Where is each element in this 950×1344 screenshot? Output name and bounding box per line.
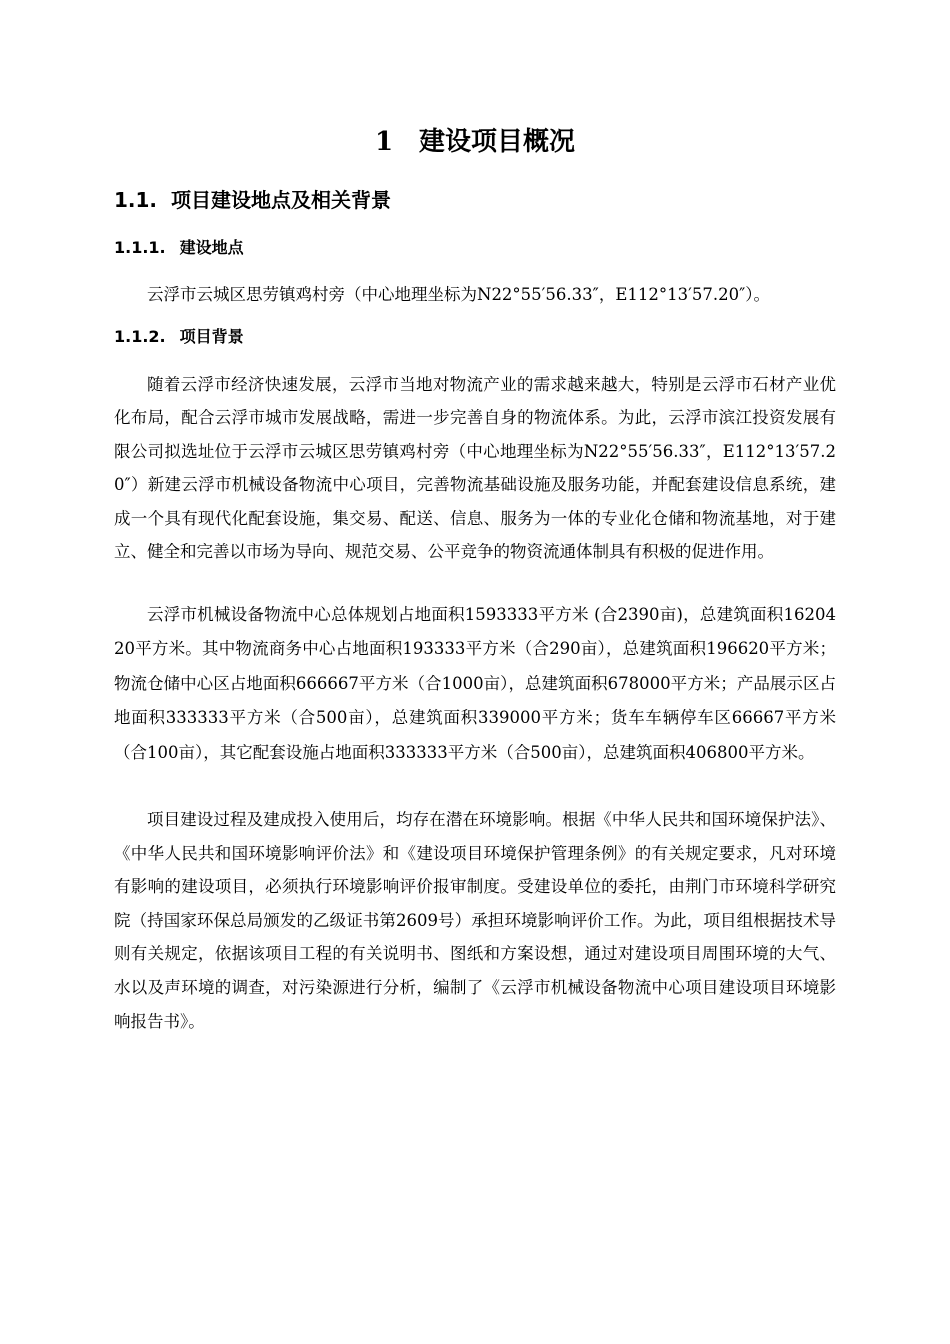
background-paragraph-2: 云浮市机械设备物流中心总体规划占地面积1593333平方米 (合2390亩)，总建筑面积1620420平方米。其中物流商务中心占地面积193333平方米（合290亩），总建筑面积196620平方米；物流仓储中心区占地面积666667平方米（合1000亩），总建筑面积678000平方米；产品展示区占地面积333333平方米（合500亩），总建筑面积339000平方米；货车车辆停车区66667平方米（合100亩），其它配套设施占地面积333333平方米（合500亩），总建筑面积406800平方米。: [114, 605, 836, 762]
subsection-title: 建设地点: [179, 238, 244, 257]
section-heading: [114, 184, 391, 216]
section-title: 项目建设地点及相关背景: [171, 188, 392, 212]
section-number: 1.1.: [114, 188, 158, 212]
chapter-number-spacer: [393, 127, 419, 157]
chapter-number: 1: [374, 127, 394, 157]
subsection-title: 项目背景: [179, 327, 244, 346]
chapter-title: 建设项目概况: [419, 127, 576, 157]
location-paragraph: 云浮市云城区思劳镇鸡村旁（中心地理坐标为N22°55′56.33″，E112°13′57.20″）。: [147, 285, 771, 304]
subsection-number: 1.1.2.: [114, 327, 166, 346]
background-paragraph-3: 项目建设过程及建成投入使用后，均存在潜在环境影响。根据《中华人民共和国环境保护法》、《中华人民共和国环境影响评价法》和《建设项目环境保护管理条例》的有关规定要求，凡对环境有影响的建设项目，必须执行环境影响评价报审制度。受建设单位的委托，由荆门市环境科学研究院（持国家环保总局颁发的乙级证书第2609号）承担环境影响评价工作。为此，项目组根据技术导则有关规定，依据该项目工程的有关说明书、图纸和方案设想，通过对建设项目周围环境的大气、水以及声环境的调查，对污染源进行分析，编制了《云浮市机械设备物流中心项目建设项目环境影响报告书》。: [114, 810, 836, 1031]
subsection-number: 1.1.1.: [114, 238, 166, 257]
subsection-heading-background: [114, 324, 244, 350]
chapter-heading: [0, 122, 950, 162]
subsection-heading-location: [114, 235, 244, 261]
background-paragraph-1: 随着云浮市经济快速发展，云浮市当地对物流产业的需求越来越大，特别是云浮市石材产业优化布局，配合云浮市城市发展战略，需进一步完善自身的物流体系。为此，云浮市滨江投资发展有限公司拟选址位于云浮市云城区思劳镇鸡村旁（中心地理坐标为N22°55′56.33″，E112°13′57.20″）新建云浮市机械设备物流中心项目，完善物流基础设施及服务功能，并配套建设信息系统，建成一个具有现代化配套设施，集交易、配送、信息、服务为一体的专业化仓储和物流基地，对于建立、健全和完善以市场为导向、规范交易、公平竞争的物资流通体制具有积极的促进作用。: [114, 375, 836, 562]
